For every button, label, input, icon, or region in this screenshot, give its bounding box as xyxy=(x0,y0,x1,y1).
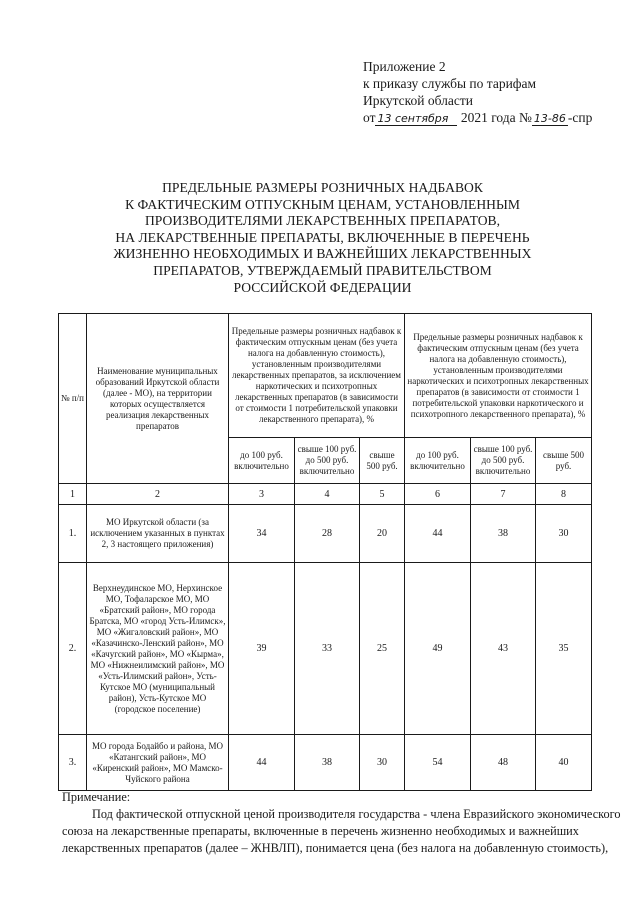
index-cell: 2 xyxy=(87,484,229,505)
row-number: 1. xyxy=(59,505,87,563)
table-row xyxy=(59,735,592,791)
subheader-cell: свыше 100 руб. до 500 руб. включительно xyxy=(471,438,536,484)
subheader-cell: до 100 руб. включительно xyxy=(229,438,295,484)
row-value: 25 xyxy=(360,563,405,735)
row-value: 20 xyxy=(360,505,405,563)
title-line: ПРЕДЕЛЬНЫЕ РАЗМЕРЫ РОЗНИЧНЫХ НАДБАВОК xyxy=(162,180,483,195)
row-value: 43 xyxy=(471,563,536,735)
header-municipality: Наименование муниципальных образований Иркутской области (далее - МО), на территории которых осуществляется реализация лекарственных препаратов xyxy=(87,314,229,484)
order-reference: к приказу службы по тарифам xyxy=(363,76,537,91)
markup-table xyxy=(58,313,592,791)
notes-paragraph xyxy=(62,806,621,857)
appendix-label: Приложение 2 xyxy=(363,59,446,74)
subheader-cell: свыше 500 руб. xyxy=(360,438,405,484)
row-value: 28 xyxy=(295,505,360,563)
row-value: 44 xyxy=(229,735,295,791)
row-value: 33 xyxy=(295,563,360,735)
title-line: ЖИЗНЕННО НЕОБХОДИМЫХ И ВАЖНЕЙШИХ ЛЕКАРСТВЕННЫХ xyxy=(113,246,532,262)
document-title xyxy=(60,180,585,296)
index-cell: 8 xyxy=(536,484,592,505)
title-line: РОССИЙСКОЙ ФЕДЕРАЦИИ xyxy=(233,279,412,295)
row-value: 54 xyxy=(405,735,471,791)
header-number: № п/п xyxy=(59,314,87,484)
row-number: 3. xyxy=(59,735,87,791)
row-municipality: МО города Бодайбо и района, МО «Катангский район», МО «Киренский район», МО Мамско-Чуйского района xyxy=(87,735,229,791)
index-cell: 3 xyxy=(229,484,295,505)
row-municipality: Верхнеудинское МО, Нерхинское МО, Тофаларское МО, МО «Братский район», МО города Братска, МО «город Усть-Илимск», МО «Жигаловский район», МО «Казачинско-Ленский район», МО «Качугский район», МО «Кырма», МО «Нижнеилимский район», МО «Усть-Илимский район», Усть-Кутское МО (муниципальный район), Усть-Кутское МО (городское поселение) xyxy=(87,563,229,735)
notes-line: лекарственных препаратов (далее – ЖНВЛП), понимается цена (без налога на добавленную стоимость), xyxy=(62,841,609,855)
row-number: 2. xyxy=(59,563,87,735)
column-index-row xyxy=(59,484,592,505)
row-value: 38 xyxy=(471,505,536,563)
header-group-general: Предельные размеры розничных надбавок к фактическим отпускным ценам (без учета налога на добавленную стоимость), установленным производителями лекарственных препаратов, за исключением наркотических и психотропных лекарственных препаратов (в зависимости от стоимости 1 потребительской упаковки лекарственного препарата), % xyxy=(229,314,405,438)
notes-line: союза на лекарственные препараты, включенные в перечень жизненно необходимых и важнейших xyxy=(62,824,579,838)
index-cell: 5 xyxy=(360,484,405,505)
row-value: 38 xyxy=(295,735,360,791)
region-name: Иркутской области xyxy=(363,93,474,108)
subheader-cell: свыше 500 руб. xyxy=(536,438,592,484)
year-text: 2021 года № xyxy=(460,110,532,125)
title-line: НА ЛЕКАРСТВЕННЫЕ ПРЕПАРАТЫ, ВКЛЮЧЕННЫЕ В ПЕРЕЧЕНЬ xyxy=(115,229,530,245)
header-group-narcotic: Предельные размеры розничных надбавок к фактическим отпускным ценам (без учета налога на добавленную стоимость), установленным производителями наркотических и психотропных лекарственных препаратов (в зависимости от стоимости 1 потребительской упаковки наркотического и психотропного лекарственного препарата), % xyxy=(405,314,592,438)
order-date-line xyxy=(363,109,592,126)
row-municipality: МО Иркутской области (за исключением указанных в пунктах 2, 3 настоящего приложения) xyxy=(87,505,229,563)
row-value: 40 xyxy=(536,735,592,791)
subheader-cell: свыше 100 руб. до 500 руб. включительно xyxy=(295,438,360,484)
subheader-cell: до 100 руб. включительно xyxy=(405,438,471,484)
index-cell: 1 xyxy=(59,484,87,505)
index-cell: 7 xyxy=(471,484,536,505)
appendix-header xyxy=(363,58,592,126)
row-value: 35 xyxy=(536,563,592,735)
row-value: 48 xyxy=(471,735,536,791)
from-prefix: от xyxy=(363,110,376,125)
title-line: К ФАКТИЧЕСКИМ ОТПУСКНЫМ ЦЕНАМ, УСТАНОВЛЕННЫМ xyxy=(125,196,520,212)
handwritten-date: 13 сентября xyxy=(375,112,457,126)
row-value: 30 xyxy=(536,505,592,563)
title-line: ПРЕПАРАТОВ, УТВЕРЖДАЕМЫЙ ПРАВИТЕЛЬСТВОМ xyxy=(153,262,492,278)
notes-heading: Примечание: xyxy=(62,790,131,804)
row-value: 30 xyxy=(360,735,405,791)
row-value: 39 xyxy=(229,563,295,735)
table-row xyxy=(59,505,592,563)
number-suffix: -спр xyxy=(567,110,593,125)
row-value: 34 xyxy=(229,505,295,563)
table-row xyxy=(59,563,592,735)
index-cell: 4 xyxy=(295,484,360,505)
index-cell: 6 xyxy=(405,484,471,505)
title-line: ПРОИЗВОДИТЕЛЯМИ ЛЕКАРСТВЕННЫХ ПРЕПАРАТОВ, xyxy=(144,213,501,229)
notes-section xyxy=(62,789,621,857)
row-value: 49 xyxy=(405,563,471,735)
row-value: 44 xyxy=(405,505,471,563)
handwritten-number: 13-86 xyxy=(533,112,566,125)
notes-line: Под фактической отпускной ценой производителя государства - члена Евразийского экономического xyxy=(92,807,621,821)
